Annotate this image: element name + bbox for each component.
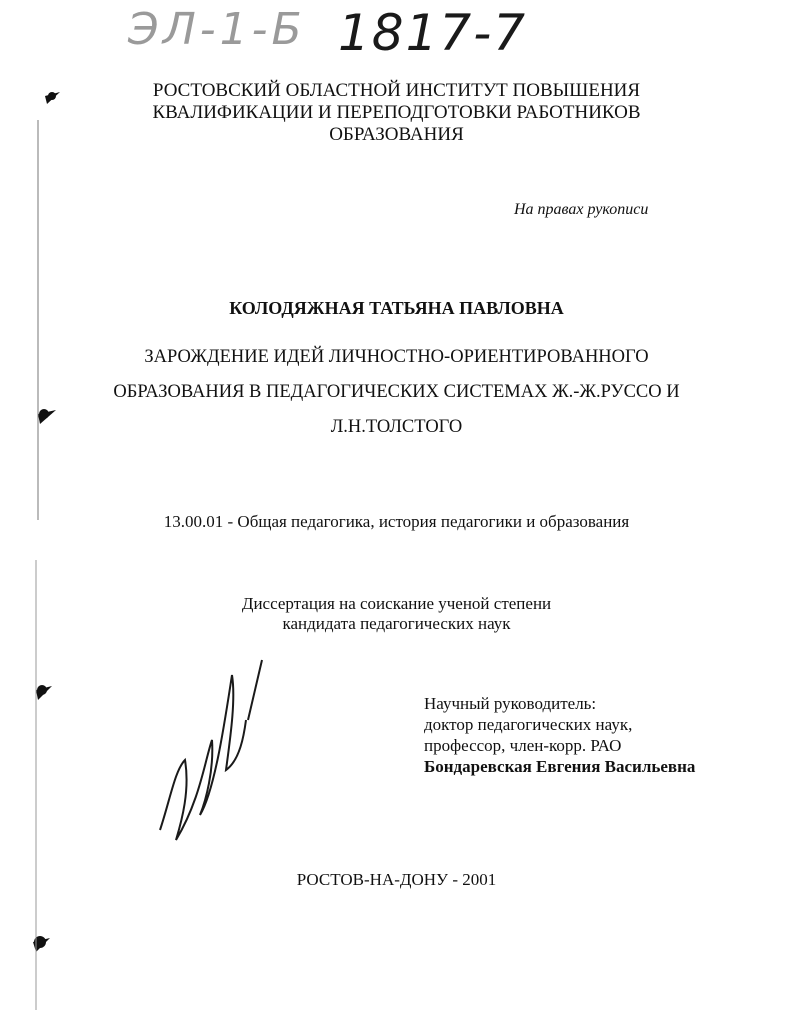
margin-blot-lower — [36, 685, 52, 700]
scientific-advisor — [424, 693, 695, 777]
title-line: ОБРАЗОВАНИЯ В ПЕДАГОГИЧЕСКИХ СИСТЕМАХ Ж.-Ж.РУССО И — [113, 382, 680, 402]
specialty-code: 13.00.01 - Общая педагогика, история педагогики и образования — [163, 512, 630, 531]
institute-line: РОСТОВСКИЙ ОБЛАСТНОЙ ИНСТИТУТ ПОВЫШЕНИЯ — [152, 80, 641, 101]
advisor-degree: доктор педагогических наук, — [424, 715, 633, 734]
institute-name — [0, 80, 793, 146]
institute-line: КВАЛИФИКАЦИИ И ПЕРЕПОДГОТОВКИ РАБОТНИКОВ — [152, 102, 641, 123]
archive-stamp-number: 1817-7 — [338, 4, 528, 62]
author-name: КОЛОДЯЖНАЯ ТАТЬЯНА ПАВЛОВНА — [229, 298, 564, 318]
title-line: ЗАРОЖДЕНИЕ ИДЕЙ ЛИЧНОСТНО-ОРИЕНТИРОВАННОГО — [144, 347, 649, 367]
advisor-position: профессор, член-корр. РАО — [424, 736, 622, 755]
title-line: Л.Н.ТОЛСТОГО — [330, 417, 463, 437]
degree-line: кандидата педагогических наук — [282, 614, 511, 633]
degree-line: Диссертация на соискание ученой степени — [241, 594, 552, 613]
institute-line: ОБРАЗОВАНИЯ — [329, 124, 464, 145]
city-year: РОСТОВ-НА-ДОНУ - 2001 — [296, 870, 497, 889]
signature — [160, 660, 262, 840]
archive-stamp-faint: ЭЛ-1-Б — [128, 4, 306, 55]
manuscript-note: На правах рукописи — [514, 201, 649, 218]
dissertation-degree — [0, 594, 793, 634]
advisor-label: Научный руководитель: — [424, 694, 597, 713]
advisor-name: Бондаревская Евгения Васильевна — [424, 757, 696, 776]
thesis-title — [0, 340, 793, 445]
